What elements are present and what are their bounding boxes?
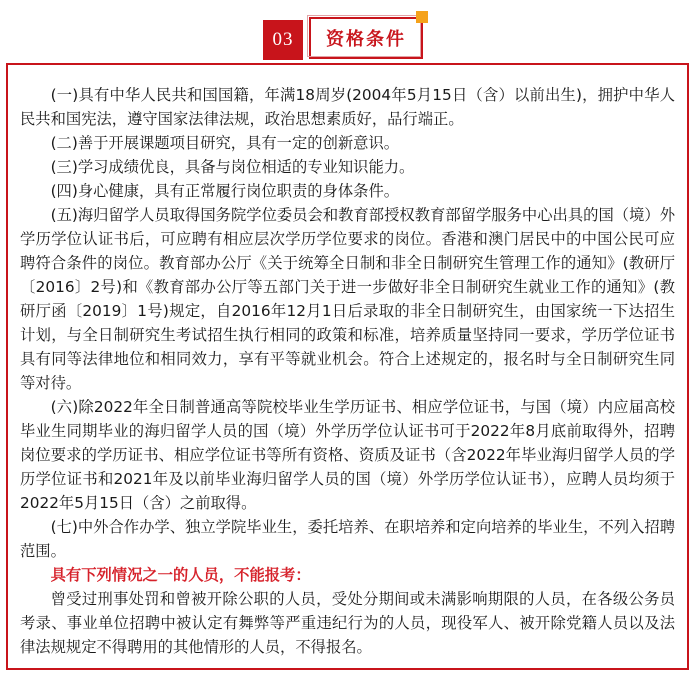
section-number: 03 [272,29,294,50]
section-title-box [309,17,423,59]
section-number-badge [263,20,303,60]
requirement-paragraph-4: (四)身心健康，具有正常履行岗位职责的身体条件。 [50,182,400,200]
section-title: 资格条件 [326,29,406,50]
corner-accent-icon [416,11,428,23]
requirement-paragraph-1: (一)具有中华人民共和国国籍，年满18周岁(2004年5月15日（含）以前出生)，拥护中华人民共和国宪法，遵守国家法律法规，政治思想素质好，品行端正。 [20,86,675,128]
requirement-paragraph-7: (七)中外合作办学、独立学院毕业生，委托培养、在职培养和定向培养的毕业生，不列入招聘范围。 [20,518,675,560]
section-header [263,14,423,58]
qualification-content-box [6,63,689,670]
exclusion-heading: 具有下列情况之一的人员，不能报考： [50,566,311,584]
exclusion-paragraph: 曾受过刑事处罚和曾被开除公职的人员，受处分期间或未满影响期限的人员，在各级公务员考录、事业单位招聘中被认定有舞弊等严重违纪行为的人员，现役军人、被开除党籍人员以及法律法规规定不得聘用的其他情形的人员，不得报名。 [20,590,675,656]
requirement-paragraph-3: (三)学习成绩优良，具备与岗位相适的专业知识能力。 [50,158,415,176]
requirement-paragraph-5: (五)海归留学人员取得国务院学位委员会和教育部授权教育部留学服务中心出具的国（境）外学历学位认证书后，可应聘有相应层次学历学位要求的岗位。香港和澳门居民中的中国公民可应聘符合条件的岗位。教育部办公厅《关于统筹全日制和非全日制研究生管理工作的通知》(教研厅〔2016〕2号)和《教育部办公厅等五部门关于进一步做好非全日制研究生就业工作的通知》(教研厅函〔2019〕1号)规定，自2016年12月1日后录取的非全日制研究生，由国家统一下达招生计划，与全日制研究生考试招生执行相同的政策和标准，培养质量坚持同一要求，学历学位证书具有同等法律地位和相同效力，享有平等就业机会。符合上述规定的，报名时与全日制研究生同等对待。 [20,206,675,392]
requirement-paragraph-2: (二)善于开展课题项目研究，具有一定的创新意识。 [50,134,400,152]
requirement-paragraph-6: (六)除2022年全日制普通高等院校毕业生学历证书、相应学位证书，与国（境）内应届高校毕业生同期毕业的海归留学人员的国（境）外学历学位认证书可于2022年8月底前取得外，招聘岗位要求的学历证书、相应学位证书等所有资格、资质及证书（含2022年毕业海归留学人员的学历学位证书和2021年及以前毕业海归留学人员的国（境）外学历学位认证书），应聘人员均须于2022年5月15日（含）之前取得。 [20,398,675,512]
